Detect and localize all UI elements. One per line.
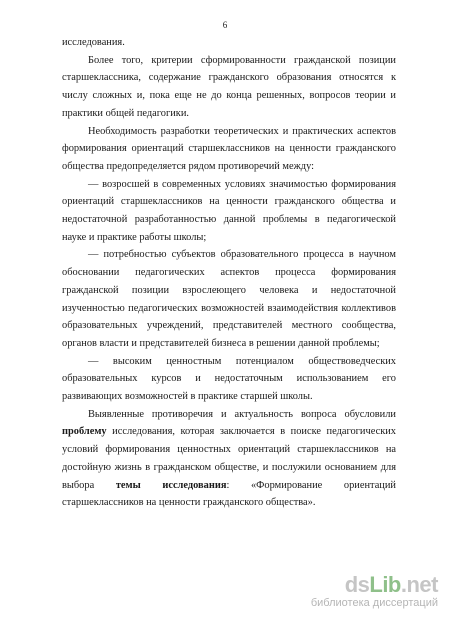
- watermark: [311, 574, 438, 610]
- paragraph-continuation: исследования.: [62, 37, 125, 48]
- watermark-subtitle: библиотека диссертаций: [310, 597, 438, 609]
- paragraph-necessity: Необходимость разработки теоретических и практических аспектов формирования ориентаций старшеклассников на ценности гражданского общества предопределяется рядом противоречий между:: [62, 125, 396, 172]
- paragraph-problem: [62, 406, 396, 512]
- problem-text-3: : «Формирование ориентаций старшеклассников на ценности гражданского общества».: [62, 479, 396, 509]
- list-item-contradiction-2: — потребностью субъектов образовательного процесса в научном обосновании педагогических аспектов процесса формирования гражданской позиции взрослеющего человека и недостаточной изученностью педагогических возможностей взаимодействия коллективов образовательных учреждений, представителей местного сообщества, органов власти и представителей бизнеса в решении данной проблемы;: [62, 249, 396, 349]
- problem-keyword: проблему: [62, 426, 107, 438]
- problem-text-2: исследования, которая заключается в поиске педагогических условий формирования ценностных ориентаций старшеклассников на достойную жизнь в гражданском обществе, и послужили основанием для выбора: [62, 426, 396, 491]
- problem-text-1: Выявленные противоречия и актуальность вопроса обусловили: [88, 408, 396, 420]
- document-body: [62, 34, 396, 512]
- page-number: 6: [222, 20, 228, 30]
- topic-keyword: темы исследования: [115, 479, 227, 491]
- list-item-contradiction-1: — возросшей в современных условиях значимостью формирования ориентаций старшеклассников на ценности гражданского общества и недостаточной разработанностью данной проблемы в педагогической науке и практике работы школы;: [62, 178, 396, 243]
- watermark-logo: dsLib.net: [344, 572, 438, 597]
- list-item-contradiction-3: — высоким ценностным потенциалом обществоведческих образовательных курсов и недостаточным использованием его развивающих возможностей в практике старшей школы.: [62, 355, 396, 403]
- paragraph-criteria: Более того, критерии сформированности гражданской позиции старшеклассника, содержание гражданского образования относятся к числу сложных и, пока еще не до конца решенных, вопросов теории и практики общей педагогики.: [62, 54, 396, 119]
